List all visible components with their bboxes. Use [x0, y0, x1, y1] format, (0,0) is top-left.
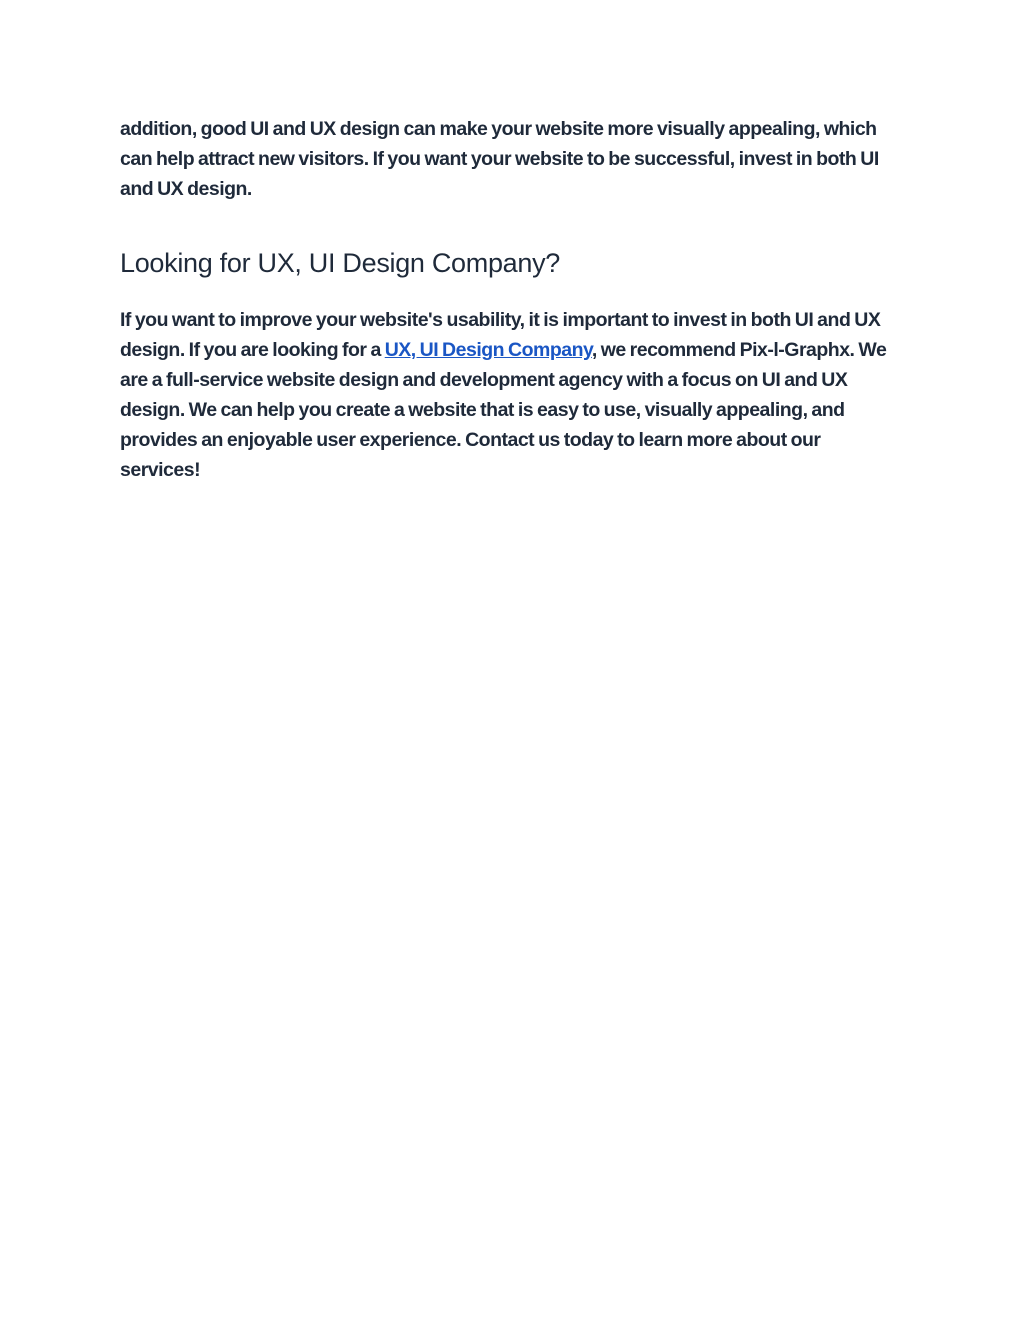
body-text-after-link: , we recommend Pix-l-Graphx. We are a full-service website design and development agency with a focus on UI and UX design. We can help you create a website that is easy to use, visually appealing, and provides an enjoyable user experience. Contact us today to learn more about our services!	[120, 339, 887, 481]
document-page	[120, 114, 890, 485]
section-heading: Looking for UX, UI Design Company?	[120, 248, 561, 278]
intro-paragraph: addition, good UI and UX design can make your website more visually appealing, which can help attract new visitors. If you want your website to be successful, invest in both UI and UX design.	[120, 118, 879, 200]
body-paragraph	[120, 305, 890, 485]
design-company-link[interactable]: UX, UI Design Company	[384, 339, 592, 361]
body-text-before-link: If you want to improve your website's usability, it is important to invest in both UI and UX design. If you are looking for a	[120, 309, 881, 361]
